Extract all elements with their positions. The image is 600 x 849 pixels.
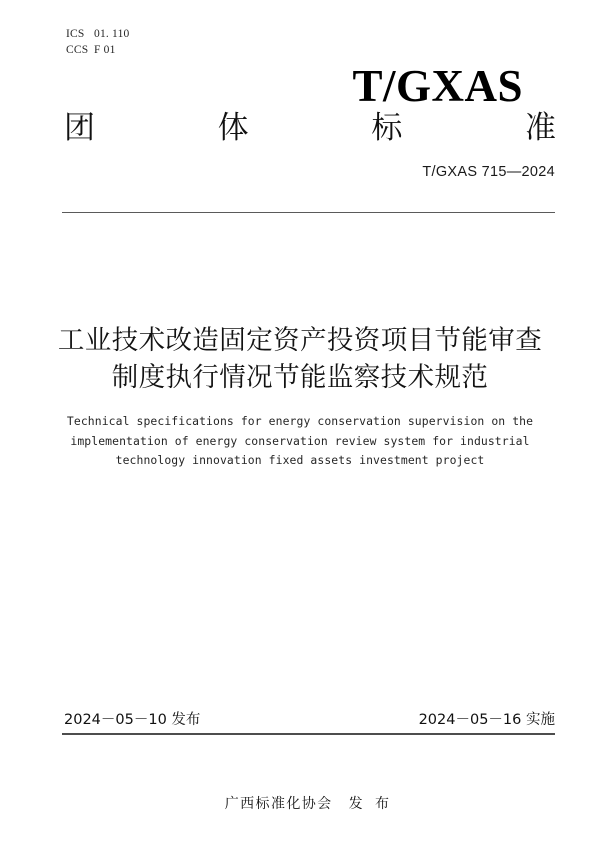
standard-number: T/GXAS 715—2024 bbox=[422, 164, 555, 180]
ccs-value: F 01 bbox=[94, 44, 116, 56]
bottom-divider bbox=[62, 733, 555, 735]
title-cn-line-2: 制度执行情况节能监察技术规范 bbox=[111, 362, 489, 393]
standard-category bbox=[64, 109, 556, 147]
publisher-name: 广西标准化协会 bbox=[224, 796, 333, 812]
title-en-line-3: technology innovation fixed assets investment project bbox=[115, 453, 485, 467]
page-title bbox=[40, 322, 560, 396]
classification-codes bbox=[66, 26, 129, 58]
category-char-3: 标 bbox=[371, 110, 403, 146]
category-char-4: 准 bbox=[524, 110, 556, 146]
title-en-line-1: Technical specifications for energy conservation supervision on the bbox=[66, 414, 534, 428]
issue-date: 2024－05－10 发布 bbox=[64, 712, 201, 728]
category-char-2: 体 bbox=[217, 110, 249, 146]
page-subtitle-english bbox=[50, 412, 550, 471]
effective-date: 2024－05－16 实施 bbox=[418, 712, 555, 728]
ccs-code-row bbox=[66, 42, 129, 58]
category-char-1: 团 bbox=[64, 110, 95, 146]
standard-mark-row bbox=[60, 62, 555, 110]
ics-label: ICS bbox=[66, 28, 85, 40]
standard-mark: T/GXAS bbox=[352, 61, 523, 111]
ics-code-row bbox=[66, 26, 129, 42]
footer-dates bbox=[64, 709, 555, 731]
title-cn-line-1: 工业技术改造固定资产投资项目节能审查 bbox=[57, 325, 543, 356]
ics-value: 01. 110 bbox=[94, 28, 130, 40]
ccs-label: CCS bbox=[66, 44, 89, 56]
title-en-line-2: implementation of energy conservation review system for industrial bbox=[70, 433, 530, 448]
publisher-verb: 发 布 bbox=[348, 796, 394, 812]
publisher-line bbox=[0, 775, 600, 831]
top-divider bbox=[62, 212, 555, 213]
